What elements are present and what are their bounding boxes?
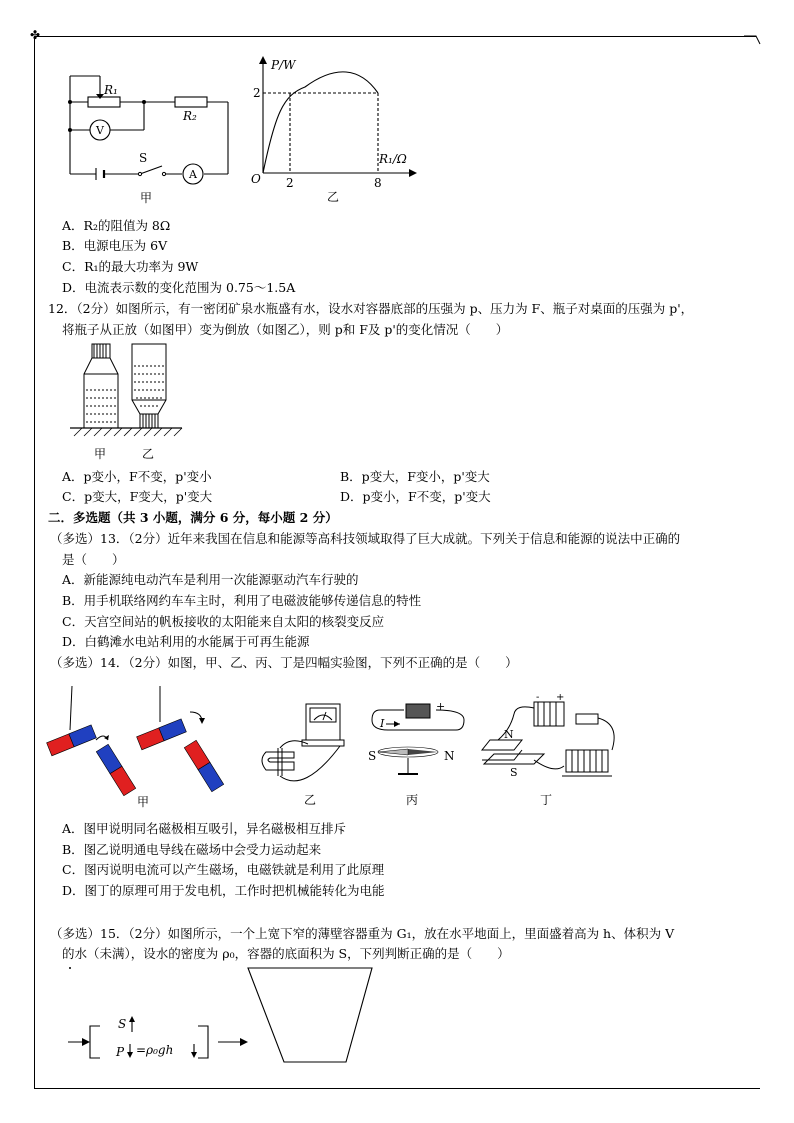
q12-option-d: D．p变小，F不变，p'变大 bbox=[340, 489, 491, 504]
q14-option-b: B．图乙说明通电导线在磁场中会受力运动起来 bbox=[62, 842, 322, 857]
q11-option-b: B．电源电压为 6V bbox=[62, 238, 168, 253]
magnet-n-label: N bbox=[504, 728, 514, 741]
bottles-figure bbox=[66, 340, 186, 462]
q14-option-a: A．图甲说明同名磁极相互吸引，异名磁极相互排斥 bbox=[62, 821, 347, 836]
section-heading-multiple-choice: 二．多选题（共 3 小题，满分 6 分，每小题 2 分） bbox=[48, 510, 338, 525]
pressure-p-label: P bbox=[116, 1045, 125, 1059]
r1-label: R₁ bbox=[104, 83, 118, 97]
voltmeter-label: V bbox=[96, 124, 104, 137]
circuit-diagram bbox=[60, 70, 240, 210]
q12-stem-line1: 12．（2分）如图所示，有一密闭矿泉水瓶盛有水，设水对容器底部的压强为 p、压力为 F、瓶子对桌面的压强为 p'， bbox=[48, 301, 694, 316]
q14-caption-jia: 甲 bbox=[137, 795, 150, 809]
battery-plus-label: + bbox=[436, 700, 446, 713]
q14-option-d: D．图丁的原理可用于发电机，工作时把机械能转化为电能 bbox=[62, 883, 385, 898]
graph-y-tick-2: 2 bbox=[253, 86, 261, 100]
q11-option-c: C．R₁的最大功率为 9W bbox=[62, 259, 199, 274]
force-s-label: S bbox=[118, 1017, 127, 1031]
graph-xlabel: R₁/Ω bbox=[379, 152, 407, 166]
q11-option-a: A．R₂的阻值为 8Ω bbox=[62, 218, 171, 233]
bottle-caption-yi: 乙 bbox=[142, 447, 155, 461]
motor-apparatus-figure bbox=[254, 700, 364, 812]
graph-origin: O bbox=[251, 172, 261, 186]
induction-figure bbox=[474, 694, 624, 812]
q12-option-b: B．p变大，F变小，p'变大 bbox=[340, 469, 490, 484]
graph-x-tick-8: 8 bbox=[374, 176, 382, 190]
graph-ylabel: P/W bbox=[271, 58, 296, 72]
bottle-caption-jia: 甲 bbox=[94, 447, 107, 461]
current-label: I bbox=[380, 717, 385, 730]
q13-option-a: A．新能源纯电动汽车是利用一次能源驱动汽车行驶的 bbox=[62, 572, 359, 587]
q13-stem-line2: 是（ ） bbox=[62, 552, 125, 567]
power-graph bbox=[245, 55, 425, 210]
q14-caption-yi: 乙 bbox=[304, 793, 317, 807]
q13-option-d: D．白鹤滩水电站利用的水能属于可再生能源 bbox=[62, 634, 310, 649]
q14-stem: （多选）14．（2分）如图，甲、乙、丙、丁是四幅实验图，下列不正确的是（ ） bbox=[50, 655, 518, 670]
container-figure bbox=[64, 964, 394, 1074]
corner-mark-left: ✤ bbox=[30, 28, 41, 42]
q11-option-d: D．电流表示数的变化范围为 0.75～1.5A bbox=[62, 280, 296, 295]
q14-option-c: C．图丙说明电流可以产生磁场，电磁铁就是利用了此原理 bbox=[62, 862, 385, 877]
switch-label: S bbox=[139, 151, 148, 165]
magnet-s-label: S bbox=[510, 766, 518, 779]
graph-x-tick-2: 2 bbox=[286, 176, 294, 190]
page-bottom-border bbox=[34, 1088, 760, 1089]
battery-plus-label-2: + bbox=[556, 694, 565, 703]
pressure-formula: =ρ₀gh bbox=[136, 1043, 174, 1057]
compass-n-label: N bbox=[444, 749, 455, 763]
compass-s-label: S bbox=[368, 749, 377, 763]
page-fold-icon bbox=[744, 34, 762, 46]
q13-option-b: B．用手机联络网约车车主时，利用了电磁波能够传递信息的特性 bbox=[62, 593, 422, 608]
battery-minus-label: - bbox=[536, 694, 540, 703]
page-top-border bbox=[34, 36, 756, 37]
q14-caption-ding: 丁 bbox=[540, 793, 553, 807]
q15-stem-line2: 的水（未满），设水的密度为 ρ₀，容器的底面积为 S，下列判断正确的是（ ） bbox=[62, 946, 510, 961]
magnets-figure bbox=[44, 682, 244, 812]
page-left-border bbox=[34, 36, 35, 1088]
q14-caption-bing: 丙 bbox=[406, 793, 419, 807]
q12-stem-line2: 将瓶子从正放（如图甲）变为倒放（如图乙），则 p和 F及 p'的变化情况（ ） bbox=[62, 322, 509, 337]
q12-option-a: A．p变小，F不变，p'变小 bbox=[62, 469, 212, 484]
q12-option-c: C．p变大，F变大，p'变大 bbox=[62, 489, 213, 504]
q13-stem-line1: （多选）13．（2分）近年来我国在信息和能源等高科技领域取得了巨大成就。下列关于信息和能源的说法中正确的 bbox=[50, 531, 681, 546]
ammeter-label: A bbox=[189, 168, 197, 181]
circuit-caption: 甲 bbox=[140, 191, 153, 205]
oersted-figure bbox=[364, 700, 474, 812]
graph-caption: 乙 bbox=[327, 190, 340, 204]
q13-option-c: C．天宫空间站的帆板接收的太阳能来自太阳的核裂变反应 bbox=[62, 614, 385, 629]
q15-stem-line1: （多选）15．（2分）如图所示，一个上宽下窄的薄壁容器重为 G₁，放在水平地面上，里面盛着高为 h、体积为 V bbox=[50, 926, 675, 941]
r2-label: R₂ bbox=[183, 109, 197, 123]
